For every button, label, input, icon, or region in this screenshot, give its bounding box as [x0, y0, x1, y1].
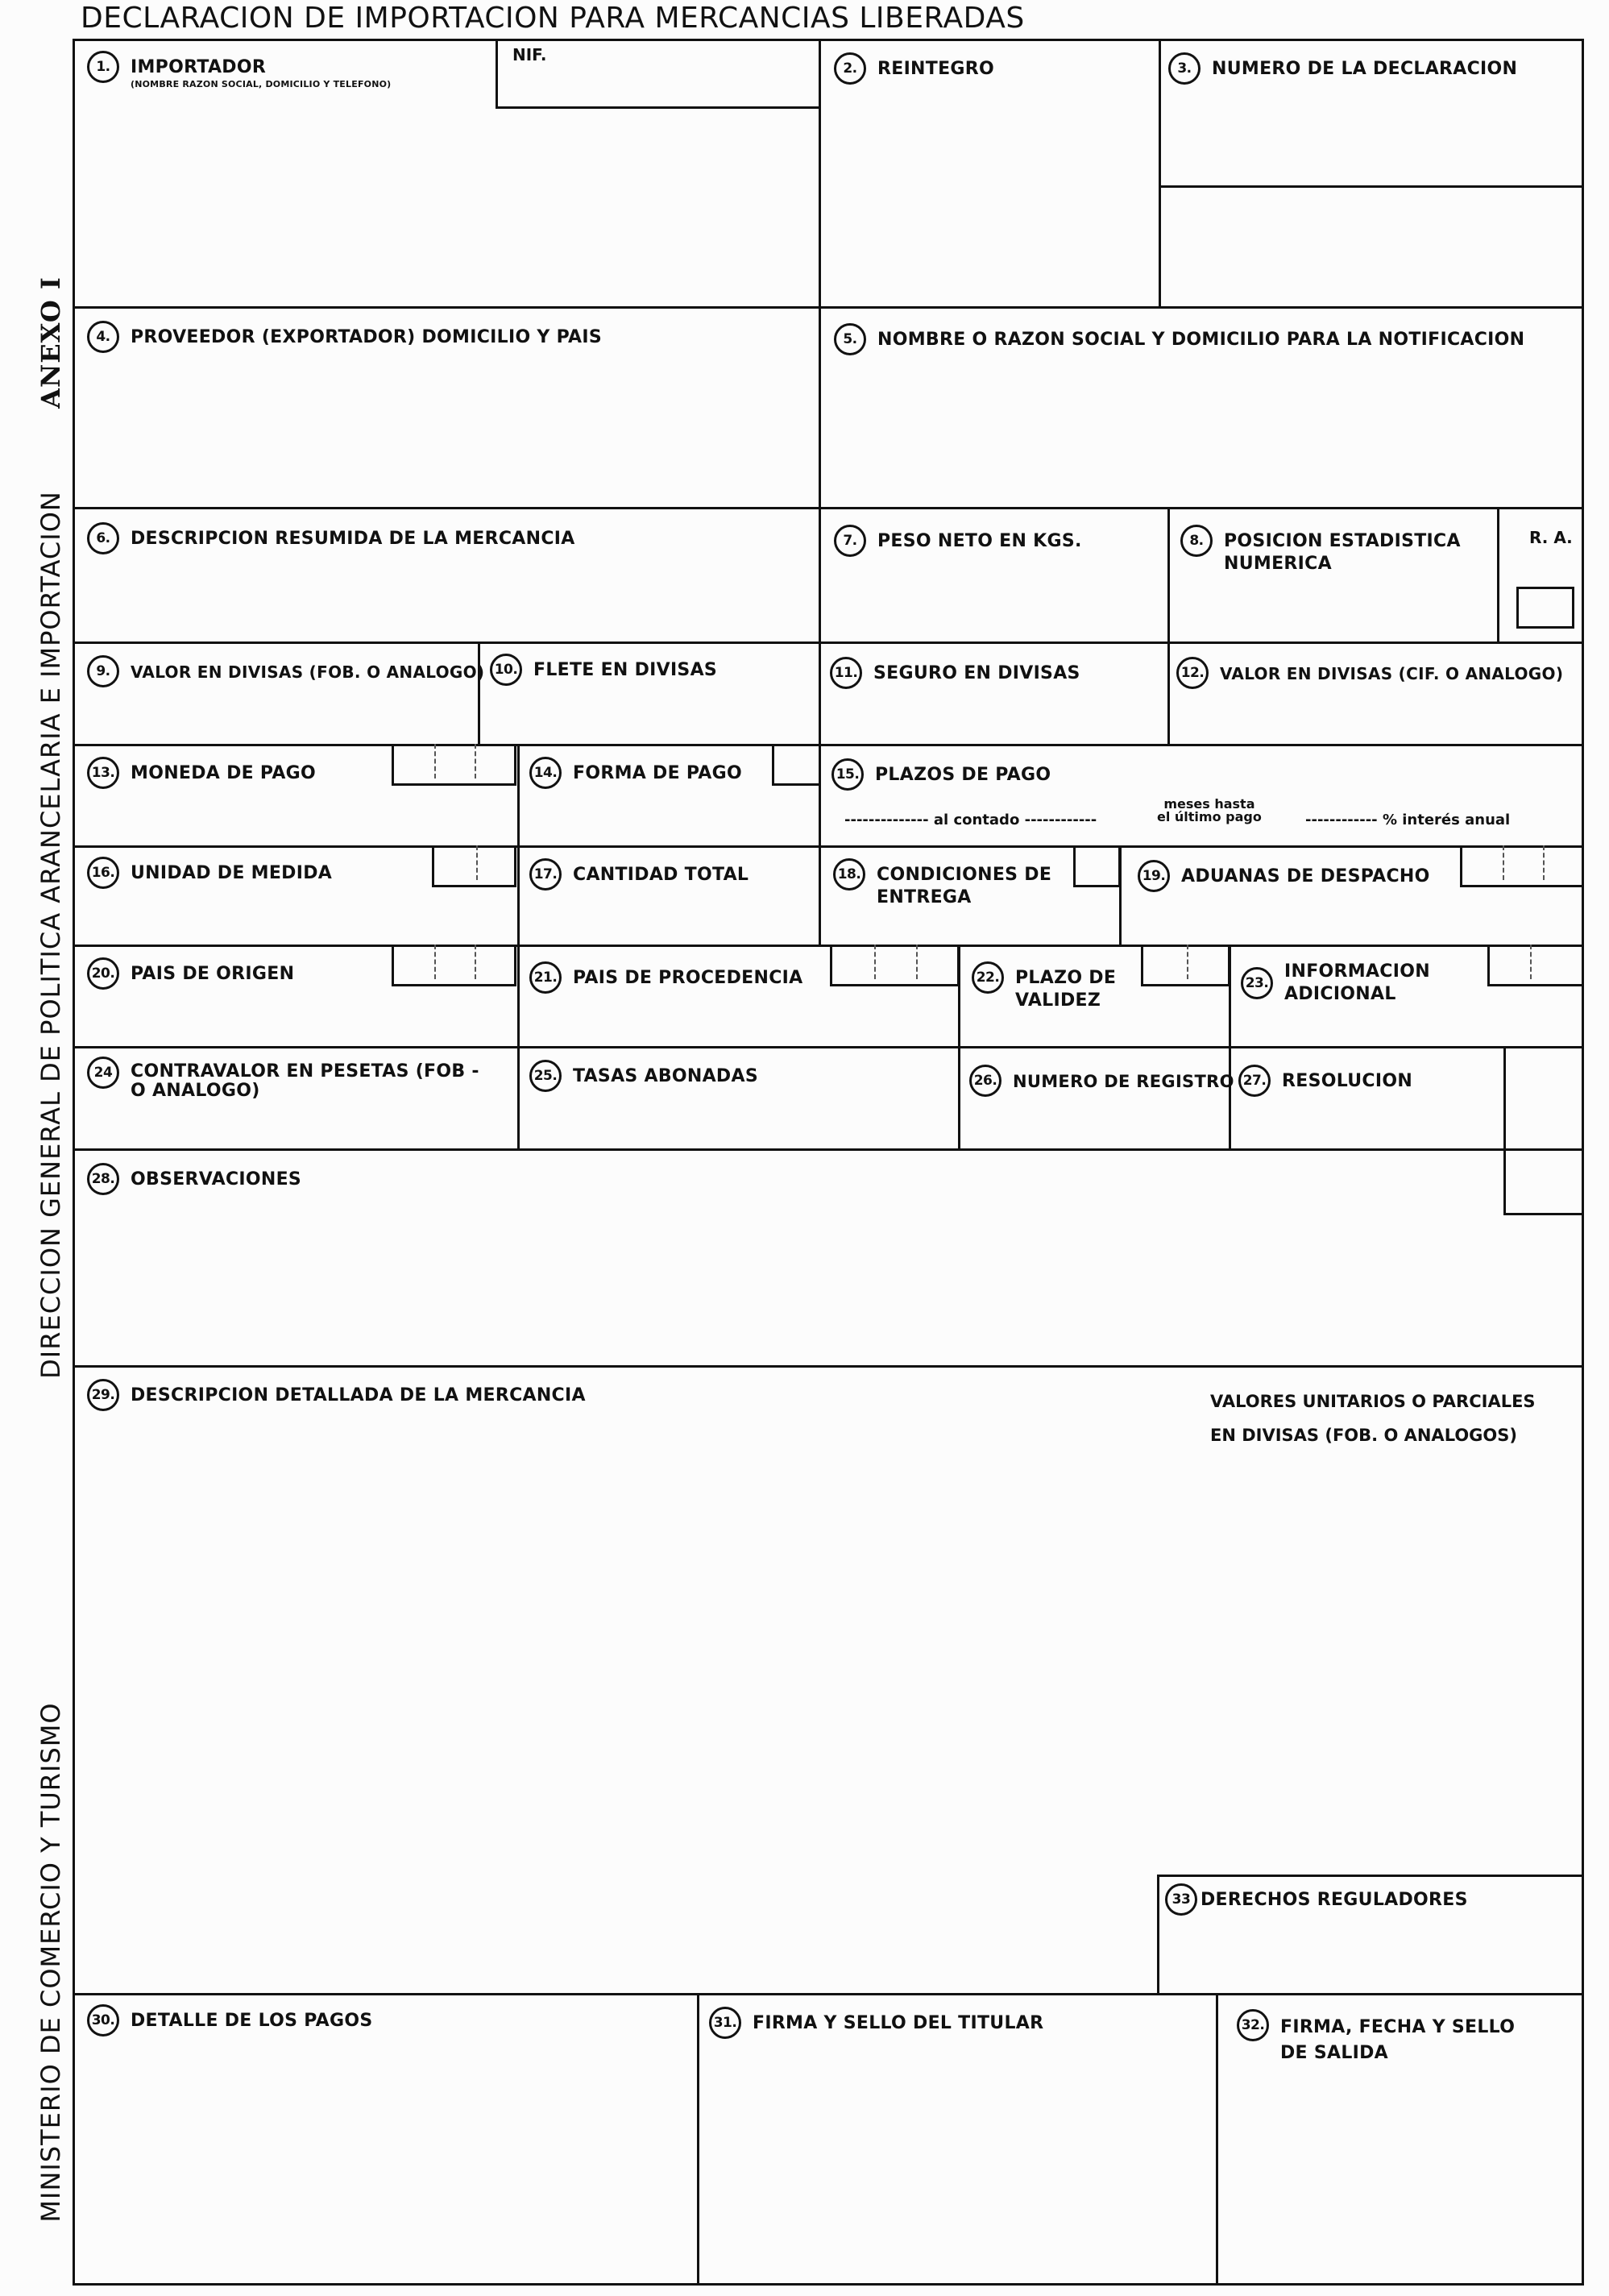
field-23	[1241, 961, 1430, 1006]
field-27-number: 27.	[1238, 1065, 1271, 1097]
field-16-code-box[interactable]	[432, 845, 516, 887]
field-3	[1168, 58, 1517, 85]
unit-values-line1: VALORES UNITARIOS O PARCIALES	[1210, 1392, 1536, 1411]
field-2-label: REINTEGRO	[877, 59, 995, 79]
field-29-label: DESCRIPCION DETALLADA DE LA MERCANCIA	[131, 1385, 586, 1405]
payment-months-term	[1157, 798, 1262, 824]
field-32	[1237, 2015, 1515, 2066]
field-4	[87, 326, 602, 353]
field-24-label-line2: O ANALOGO)	[131, 1081, 260, 1101]
field-31-number: 31.	[709, 2007, 741, 2039]
field-24	[87, 1062, 479, 1101]
field-10-box[interactable]	[478, 641, 821, 746]
field-13-code-box[interactable]	[392, 744, 516, 786]
field-11-label: SEGURO EN DIVISAS	[873, 663, 1080, 683]
payment-cash-blank: --------------	[844, 812, 929, 828]
ministry-label: MINISTERIO DE COMERCIO Y TURISMO	[35, 1702, 66, 2223]
unit-values-label	[1210, 1385, 1536, 1452]
field-28	[87, 1169, 301, 1195]
field-7-box[interactable]	[819, 507, 1170, 644]
field-25-box[interactable]	[517, 1046, 960, 1151]
field-9-box[interactable]	[73, 641, 480, 746]
field-24-number: 24	[87, 1057, 119, 1089]
field-22	[972, 967, 1116, 1012]
field-4-number: 4.	[87, 321, 119, 353]
field-19-number: 19.	[1138, 860, 1170, 892]
field-21	[529, 967, 802, 994]
field-15-number: 15.	[831, 758, 864, 791]
field-21-label: PAIS DE PROCEDENCIA	[573, 968, 803, 988]
field-12-label: VALOR EN DIVISAS (CIF. O ANALOGO)	[1220, 664, 1564, 683]
payment-months-line2: el último pago	[1157, 809, 1262, 824]
field-29-number: 29.	[87, 1379, 119, 1411]
field-21-code-box[interactable]	[830, 945, 960, 986]
field-1-sublabel: (NOMBRE RAZON SOCIAL, DOMICILIO Y TELEFONO)	[131, 79, 392, 89]
field-20	[87, 963, 294, 990]
field-29	[87, 1385, 586, 1411]
field-25	[529, 1065, 758, 1092]
field-5	[834, 329, 1524, 355]
document-title: DECLARACION DE IMPORTACION PARA MERCANCIAS LIBERADAS	[81, 2, 1025, 35]
field-10	[490, 659, 717, 686]
field-15-label: PLAZOS DE PAGO	[875, 765, 1051, 785]
field-17-label: CANTIDAD TOTAL	[573, 865, 749, 885]
field-33-number: 33	[1165, 1883, 1197, 1916]
field-13	[87, 762, 316, 789]
field-30	[87, 2010, 372, 2037]
field-7-number: 7.	[834, 525, 866, 557]
annex-label: ANEXO I	[35, 276, 66, 409]
field-26-box[interactable]	[958, 1046, 1231, 1151]
field-9	[87, 661, 484, 687]
payment-interest-blank: ------------	[1305, 812, 1378, 828]
field-14	[529, 762, 742, 789]
field-31	[709, 2012, 1043, 2039]
field-32-label-line2: DE SALIDA	[1280, 2043, 1389, 2063]
payment-cash-term	[844, 812, 1097, 828]
field-6-number: 6.	[87, 522, 119, 554]
field-20-label: PAIS DE ORIGEN	[131, 964, 295, 984]
field-21-number: 21.	[529, 961, 562, 994]
field-1-label: IMPORTADOR	[131, 57, 267, 77]
field-7	[834, 530, 1082, 557]
field-8	[1180, 530, 1461, 575]
field-11	[830, 662, 1080, 689]
field-30-number: 30.	[87, 2004, 119, 2037]
field-24-label-line1: CONTRAVALOR EN PESETAS (FOB -	[131, 1061, 479, 1082]
field-20-code-box[interactable]	[392, 945, 516, 986]
field-18-number: 18.	[833, 858, 865, 891]
field-12-number: 12.	[1176, 657, 1209, 689]
field-12-box[interactable]	[1167, 641, 1584, 746]
field-19-label: ADUANAS DE DESPACHO	[1181, 866, 1430, 886]
field-33-label: DERECHOS REGULADORES	[1201, 1890, 1468, 1910]
field-10-number: 10.	[490, 654, 522, 686]
field-22-number: 22.	[972, 961, 1004, 994]
field-20-number: 20.	[87, 957, 119, 990]
field-4-label: PROVEEDOR (EXPORTADOR) DOMICILIO Y PAIS	[131, 327, 602, 347]
field-19-code-box[interactable]	[1460, 845, 1583, 887]
ra-checkbox[interactable]	[1516, 587, 1574, 629]
payment-interest-label: % interés anual	[1382, 812, 1511, 828]
field-18-label-line2: ENTREGA	[877, 887, 972, 907]
unit-values-line2: EN DIVISAS (FOB. O ANALOGOS)	[1210, 1426, 1517, 1445]
field-28-number: 28.	[87, 1163, 119, 1195]
field-8-label-line2: NUMERICA	[1224, 554, 1332, 574]
field-17	[529, 864, 749, 891]
payment-months-blank: ------------	[1024, 812, 1097, 828]
field-27-box[interactable]	[1229, 1046, 1506, 1151]
field-8-number: 8.	[1180, 525, 1213, 557]
field-2	[834, 58, 994, 85]
field-10-label: FLETE EN DIVISAS	[533, 660, 718, 680]
field-22-label-line1: PLAZO DE	[1015, 968, 1117, 988]
field-27	[1238, 1070, 1412, 1097]
field-9-label: VALOR EN DIVISAS (FOB. O ANALOGO)	[131, 662, 485, 682]
field-3-label: NUMERO DE LA DECLARACION	[1212, 59, 1518, 79]
payment-cash-label: al contado	[933, 812, 1020, 828]
field-12	[1176, 662, 1563, 689]
field-28-label: OBSERVACIONES	[131, 1169, 302, 1190]
field-17-number: 17.	[529, 858, 562, 891]
field-2-number: 2.	[834, 52, 866, 85]
field-1	[87, 56, 391, 89]
field-22-label-line2: VALIDEZ	[1015, 990, 1101, 1011]
field-23-label-line2: ADICIONAL	[1284, 984, 1396, 1004]
field-3-lower-box[interactable]	[1159, 185, 1584, 309]
direction-general-label: DIRECCION GENERAL DE POLITICA ARANCELARIA E IMPORTACION	[35, 491, 66, 1379]
field-33	[1165, 1889, 1468, 1916]
field-30-box[interactable]	[73, 1993, 699, 2286]
field-15	[831, 764, 1051, 791]
field-3-number: 3.	[1168, 52, 1201, 85]
field-18	[833, 864, 1051, 909]
field-8-label-line1: POSICION ESTADISTICA	[1224, 531, 1461, 551]
field-17-box[interactable]	[517, 845, 821, 947]
field-9-number: 9.	[87, 655, 119, 687]
field-19	[1138, 866, 1430, 892]
ra-label: R. A.	[1529, 528, 1573, 547]
field-16-number: 16.	[87, 857, 119, 889]
field-6	[87, 528, 575, 554]
field-31-label: FIRMA Y SELLO DEL TITULAR	[753, 2013, 1044, 2033]
field-13-number: 13.	[87, 757, 119, 789]
field-25-number: 25.	[529, 1060, 562, 1092]
field-16	[87, 862, 332, 889]
field-23-code-box[interactable]	[1487, 945, 1583, 986]
field-25-label: TASAS ABONADAS	[573, 1066, 758, 1086]
field-26-label: NUMERO DE REGISTRO	[1013, 1072, 1234, 1091]
field-5-label: NOMBRE O RAZON SOCIAL Y DOMICILIO PARA LA NOTIFICACION	[877, 330, 1525, 350]
field-1-number: 1.	[87, 51, 119, 83]
field-22-code-box[interactable]	[1141, 945, 1230, 986]
field-13-label: MONEDA DE PAGO	[131, 763, 317, 783]
field-32-label-line1: FIRMA, FECHA Y SELLO	[1280, 2017, 1516, 2037]
field-5-number: 5.	[834, 323, 866, 355]
nif-label: NIF.	[512, 45, 547, 64]
field-27-label: RESOLUCION	[1282, 1071, 1413, 1091]
field-30-label: DETALLE DE LOS PAGOS	[131, 2011, 373, 2031]
field-18-code-box[interactable]	[1073, 845, 1121, 887]
field-6-label: DESCRIPCION RESUMIDA DE LA MERCANCIA	[131, 529, 575, 549]
field-16-label: UNIDAD DE MEDIDA	[131, 863, 333, 883]
field-14-code-box[interactable]	[772, 744, 820, 786]
field-26-number: 26.	[969, 1065, 1001, 1097]
payment-interest-term	[1305, 812, 1510, 828]
field-14-number: 14.	[529, 757, 562, 789]
field-11-box[interactable]	[819, 641, 1170, 746]
field-23-number: 23.	[1241, 967, 1273, 999]
payment-months-line1: meses hasta	[1163, 796, 1255, 812]
field-11-number: 11.	[830, 657, 862, 689]
field-23-label-line1: INFORMACION	[1284, 961, 1430, 982]
field-7-label: PESO NETO EN KGS.	[877, 531, 1082, 551]
field-18-label-line1: CONDICIONES DE	[877, 865, 1052, 885]
field-32-number: 32.	[1237, 2009, 1269, 2041]
field-26	[969, 1070, 1234, 1097]
field-8-box[interactable]	[1167, 507, 1499, 644]
field-14-label: FORMA DE PAGO	[573, 763, 742, 783]
